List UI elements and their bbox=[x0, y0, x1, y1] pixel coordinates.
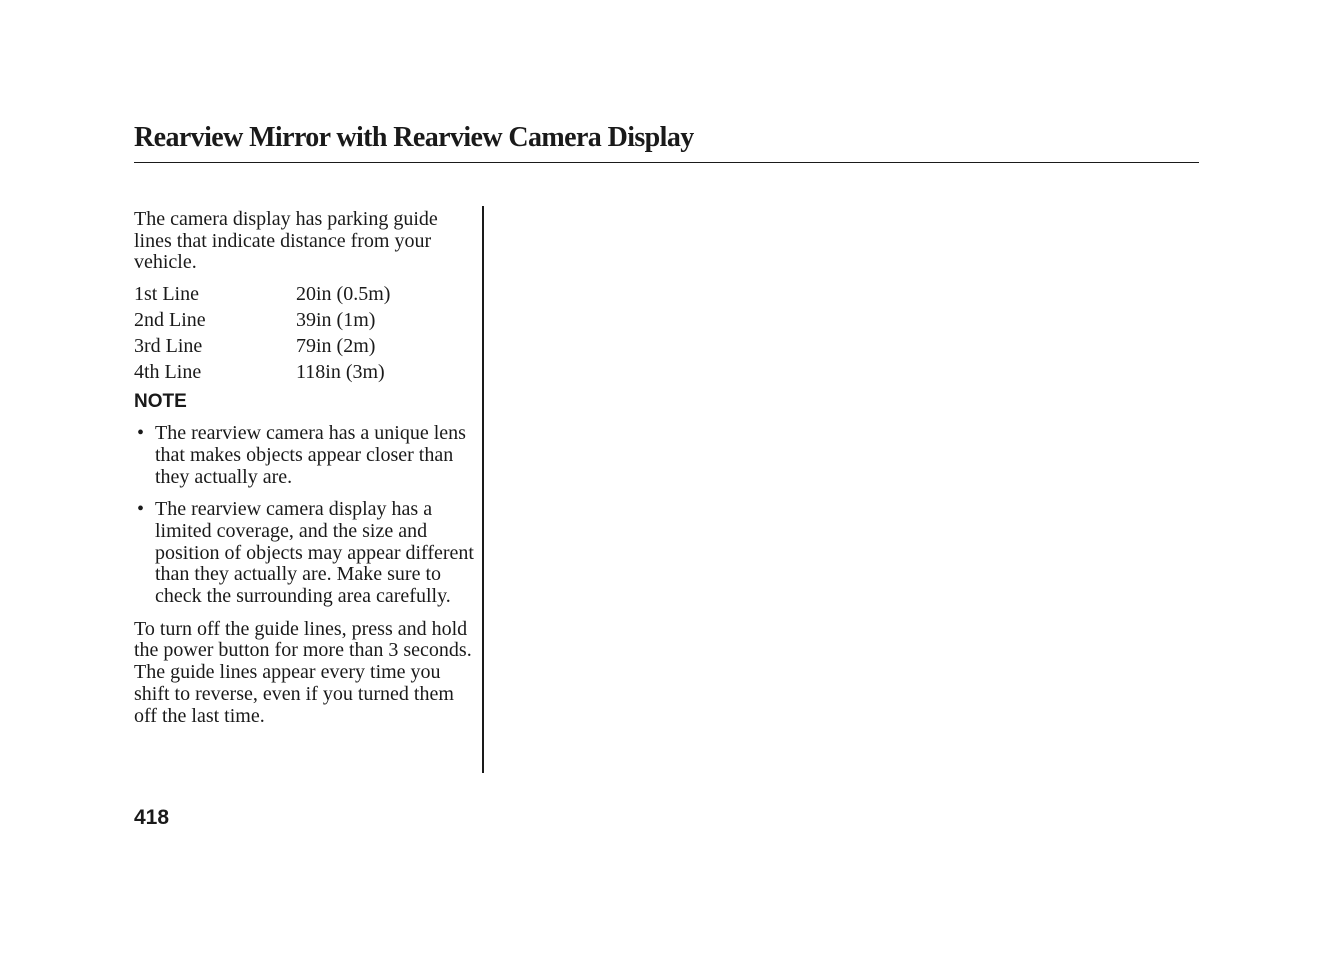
distance-line-label: 1st Line bbox=[134, 283, 199, 306]
closing-paragraph: To turn off the guide lines, press and hold the power button for more than 3 seconds. The guide lines appear every time you shift to reverse, even if you turned them off the last time. bbox=[134, 617, 472, 727]
distance-row bbox=[134, 359, 474, 385]
note-item bbox=[134, 499, 474, 608]
distance-line-label: 3rd Line bbox=[134, 335, 203, 358]
distance-value: 79in (2m) bbox=[296, 335, 376, 358]
bullet-icon: • bbox=[137, 422, 145, 445]
distance-line-label: 2nd Line bbox=[134, 309, 206, 332]
distance-line-label: 4th Line bbox=[134, 361, 202, 384]
distance-value: 20in (0.5m) bbox=[296, 283, 391, 306]
note-text: The rearview camera display has a limited coverage, and the size and position of objects may appear different than they actually are. Make sure to check the surrounding area carefully. bbox=[155, 498, 474, 608]
page-number: 418 bbox=[134, 806, 170, 829]
note-text: The rearview camera has a unique lens that makes objects appear closer than they actually are. bbox=[155, 422, 466, 488]
bullet-icon: • bbox=[137, 498, 145, 521]
note-list bbox=[134, 423, 474, 608]
distance-row bbox=[134, 281, 474, 307]
column-divider bbox=[482, 206, 484, 773]
text-column bbox=[134, 209, 474, 727]
distance-value: 118in (3m) bbox=[296, 361, 385, 384]
note-item bbox=[134, 423, 474, 488]
page-title: Rearview Mirror with Rearview Camera Display bbox=[134, 122, 694, 153]
intro-paragraph: The camera display has parking guide lines that indicate distance from your vehicle. bbox=[134, 208, 438, 274]
note-heading: NOTE bbox=[134, 391, 187, 413]
title-divider bbox=[134, 162, 1199, 163]
distance-row bbox=[134, 333, 474, 359]
distance-row bbox=[134, 307, 474, 333]
distance-value: 39in (1m) bbox=[296, 309, 376, 332]
guide-line-distance-table bbox=[134, 281, 474, 385]
